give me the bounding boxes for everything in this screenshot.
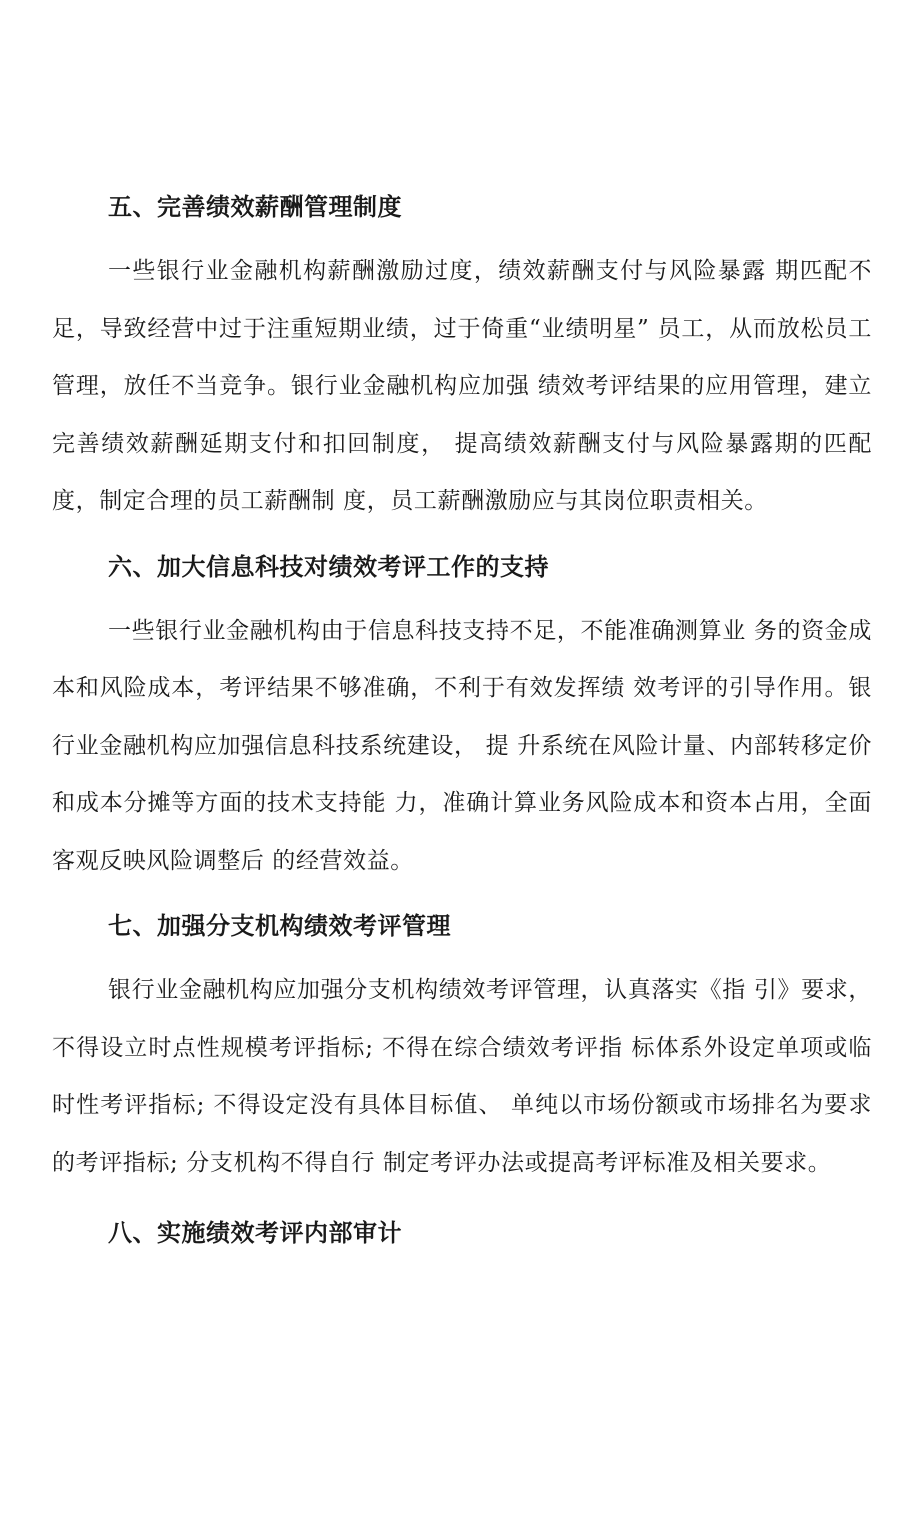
section-heading-5: 五、完善绩效薪酬管理制度 bbox=[108, 193, 402, 221]
section-heading-8: 八、实施绩效考评内部审计 bbox=[108, 1219, 402, 1247]
section-paragraph-6: 一些银行业金融机构由于信息科技支持不足，不能准确测算业 务的资金成本和风险成本，考评结果不够准确，不利于有效发挥绩 效考评的引导作用。银行业金融机构应加强信息科技系统建设， 提 升系统在风险计量、内部转移定价和成本分摊等方面的技术支持能 力，准确计算业务风险成本和资本占用，全面客观反映风险调整后 的经营效益。 bbox=[52, 617, 872, 874]
section-paragraph-5: 一些银行业金融机构薪酬激励过度，绩效薪酬支付与风险暴露 期匹配不足，导致经营中过于注重短期业绩，过于倚重“业绩明星” 员工，从而放松员工管理，放任不当竞争。银行业金融机构应加强 绩效考评结果的应用管理，建立完善绩效薪酬延期支付和扣回制度， 提高绩效薪酬支付与风险暴露期的匹配度，制定合理的员工薪酬制 度，员工薪酬激励应与其岗位职责相关。 bbox=[52, 258, 872, 514]
section-heading-7: 七、加强分支机构绩效考评管理 bbox=[108, 912, 451, 940]
document-page bbox=[52, 190, 872, 1250]
section-paragraph-7: 银行业金融机构应加强分支机构绩效考评管理，认真落实《指 引》要求，不得设立时点性规模考评指标; 不得在综合绩效考评指 标体系外设定单项或临时性考评指标; 不得设定没有具体目标值、 单纯以市场份额或市场排名为要求的考评指标; 分支机构不得自行 制定考评办法或提高考评标准及相关要求。 bbox=[52, 977, 872, 1176]
section-heading-6: 六、加大信息科技对绩效考评工作的支持 bbox=[108, 552, 549, 581]
